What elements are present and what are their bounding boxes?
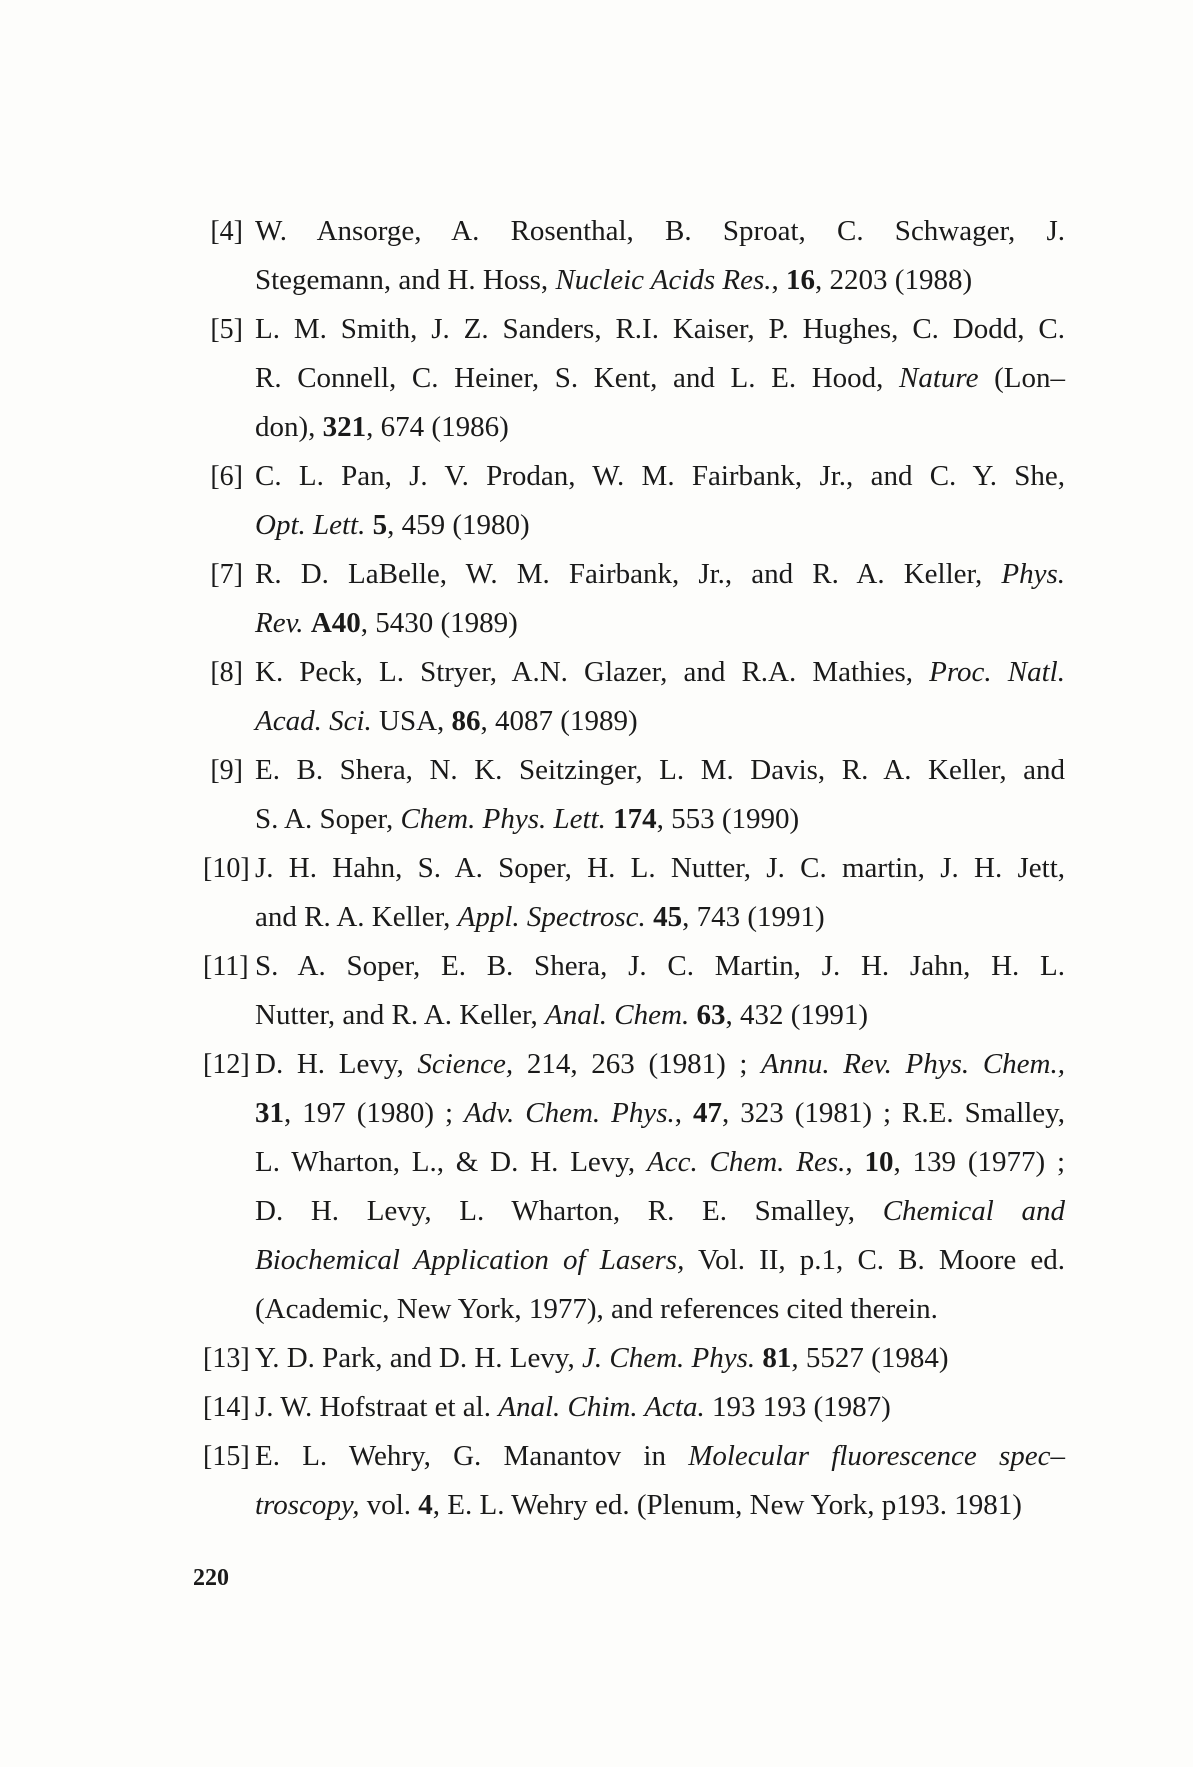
reference-line (255, 1334, 1065, 1383)
citation-journal: Phys. (1001, 558, 1065, 590)
reference-line (255, 942, 1065, 991)
citation-journal: Nature (899, 362, 979, 394)
citation-volume: 5 (372, 509, 388, 541)
citation-text: E. B. Shera, N. K. Seitzinger, L. M. Davis, R. A. Keller, and (255, 754, 1065, 786)
citation-text: K. Peck, L. Stryer, A.N. Glazer, and R.A. Mathies, (255, 656, 930, 688)
citation-text: L. Wharton, L., & D. H. Levy, (255, 1146, 647, 1178)
citation-text: , 459 (1980) (387, 509, 530, 541)
citation-volume: 47 (692, 1097, 722, 1129)
reference-line (255, 991, 1065, 1040)
citation-text (304, 607, 311, 639)
reference-line (255, 795, 1065, 844)
reference-line (255, 599, 1065, 648)
citation-text: , 553 (1990) (656, 803, 800, 835)
reference-entry (203, 305, 1065, 452)
citation-text: , 5430 (1989) (360, 607, 518, 639)
citation-journal: Annu. Rev. Phys. Chem., (761, 1048, 1065, 1080)
reference-number: [4] (210, 216, 243, 247)
reference-line (255, 256, 1065, 305)
reference-line (255, 844, 1065, 893)
reference-entry (203, 746, 1065, 844)
reference-entry (203, 648, 1065, 746)
citation-text (365, 509, 372, 541)
reference-number: [15] (203, 1441, 250, 1472)
citation-text: , 743 (1991) (682, 901, 825, 933)
citation-journal: Rev. (255, 607, 304, 639)
reference-text (255, 1383, 1065, 1432)
reference-number: [7] (210, 559, 243, 590)
reference-list (203, 207, 1065, 1530)
citation-text (646, 901, 653, 933)
reference-line (255, 403, 1065, 452)
citation-text: , 432 (1991) (725, 999, 869, 1031)
reference-line (255, 207, 1065, 256)
reference-entry (203, 1040, 1065, 1334)
citation-journal: J. Chem. Phys. (582, 1342, 756, 1374)
citation-text: (Academic, New York, 1977), and references cited therein. (255, 1293, 938, 1325)
reference-text (255, 550, 1065, 648)
citation-text: , 4087 (1989) (480, 705, 638, 737)
citation-journal: Appl. Spectrosc. (457, 901, 646, 933)
citation-text: D. H. Levy, L. Wharton, R. E. Smalley, (255, 1195, 883, 1227)
citation-journal: Proc. Natl. (929, 656, 1065, 688)
citation-volume: A40 (310, 607, 361, 639)
reference-line (255, 697, 1065, 746)
citation-journal: Chem. Phys. Lett. (400, 803, 606, 835)
citation-text: Stegemann, and H. Hoss, (255, 264, 556, 296)
citation-volume: 174 (613, 803, 657, 835)
reference-number: [8] (210, 657, 243, 688)
reference-text (255, 207, 1065, 305)
citation-journal: Opt. Lett. (255, 509, 366, 541)
citation-journal: Molecular fluorescence spec– (688, 1440, 1066, 1472)
reference-number: [6] (210, 461, 243, 492)
citation-text: Vol. II, p.1, C. B. Moore ed. (684, 1244, 1065, 1276)
citation-text: Nutter, and R. A. Keller, (255, 999, 546, 1031)
reference-line (255, 305, 1065, 354)
citation-journal: Anal. Chem. (545, 999, 690, 1031)
reference-line (255, 501, 1065, 550)
reference-line (255, 648, 1065, 697)
citation-journal: Adv. Chem. Phys. (464, 1097, 675, 1129)
citation-journal: troscopy, (255, 1489, 360, 1521)
citation-text: , 323 (1981) ; R.E. Smalley, (721, 1097, 1065, 1129)
reference-entry (203, 844, 1065, 942)
citation-text: 214, 263 (1981) ; (513, 1048, 762, 1080)
reference-line (255, 746, 1065, 795)
citation-text: S. A. Soper, (255, 803, 401, 835)
reference-number: [5] (210, 314, 243, 345)
reference-entry (203, 1383, 1065, 1432)
citation-volume: 10 (864, 1146, 894, 1178)
citation-journal: Acad. Sci. (255, 705, 372, 737)
reference-text (255, 452, 1065, 550)
citation-volume: 16 (786, 264, 816, 296)
citation-text: , 674 (1986) (366, 411, 509, 443)
reference-text (255, 746, 1065, 844)
reference-text (255, 1040, 1065, 1334)
citation-volume: 4 (418, 1489, 433, 1521)
reference-number: [13] (203, 1343, 250, 1374)
citation-text: USA, (371, 705, 452, 737)
citation-text: (Lon– (978, 362, 1065, 394)
reference-line (255, 1285, 1065, 1334)
citation-text: E. L. Wehry, G. Manantov in (255, 1440, 689, 1472)
citation-text: vol. (359, 1489, 419, 1521)
reference-line (255, 1481, 1065, 1530)
citation-text: J. H. Hahn, S. A. Soper, H. L. Nutter, J. C. martin, J. H. Jett, (255, 852, 1065, 884)
citation-text: , 2203 (1988) (815, 264, 973, 296)
reference-line (255, 893, 1065, 942)
reference-entry (203, 1432, 1065, 1530)
citation-text: C. L. Pan, J. V. Prodan, W. M. Fairbank, Jr., and C. Y. She, (255, 460, 1065, 492)
citation-text: , (845, 1146, 865, 1178)
reference-number: [11] (203, 951, 249, 982)
reference-line (255, 550, 1065, 599)
citation-text: J. W. Hofstraat et al. (255, 1391, 499, 1423)
reference-number: [14] (203, 1392, 250, 1423)
citation-text: , E. L. Wehry ed. (Plenum, New York, p193. 1981) (432, 1489, 1022, 1521)
citation-text: D. H. Levy, (255, 1048, 418, 1080)
citation-text: , 197 (1980) ; (284, 1097, 465, 1129)
reference-line (255, 1187, 1065, 1236)
reference-number: [9] (210, 755, 243, 786)
reference-text (255, 844, 1065, 942)
citation-text: 193 193 (1987) (704, 1391, 891, 1423)
reference-text (255, 305, 1065, 452)
reference-entry (203, 942, 1065, 1040)
citation-journal: Biochemical Application of Lasers, (255, 1244, 685, 1276)
reference-number: [12] (203, 1049, 250, 1080)
reference-text (255, 942, 1065, 1040)
citation-volume: 81 (762, 1342, 792, 1374)
citation-volume: 63 (696, 999, 726, 1031)
citation-journal: Science, (417, 1048, 514, 1080)
citation-text: , 139 (1977) ; (893, 1146, 1066, 1178)
citation-journal: Chemical and (882, 1195, 1066, 1227)
citation-text: , (674, 1097, 693, 1129)
reference-entry (203, 452, 1065, 550)
page-number: 220 (193, 1565, 229, 1591)
reference-line (255, 1089, 1065, 1138)
citation-text: don), (255, 411, 323, 443)
reference-line (255, 354, 1065, 403)
reference-text (255, 648, 1065, 746)
reference-line (255, 1138, 1065, 1187)
citation-text: L. M. Smith, J. Z. Sanders, R.I. Kaiser, P. Hughes, C. Dodd, C. (255, 313, 1065, 345)
reference-line (255, 1383, 1065, 1432)
citation-text: , (771, 264, 787, 296)
reference-text (255, 1432, 1065, 1530)
reference-line (255, 452, 1065, 501)
citation-journal: Nucleic Acids Res. (555, 264, 772, 296)
reference-entry (203, 1334, 1065, 1383)
reference-number: [10] (203, 853, 250, 884)
citation-volume: 31 (255, 1097, 284, 1129)
reference-entry (203, 550, 1065, 648)
citation-volume: 86 (451, 705, 481, 737)
reference-text (255, 1334, 1065, 1383)
citation-text: S. A. Soper, E. B. Shera, J. C. Martin, J. H. Jahn, H. L. (255, 950, 1065, 982)
citation-text: , 5527 (1984) (791, 1342, 949, 1374)
citation-text: and R. A. Keller, (255, 901, 458, 933)
citation-volume: 321 (322, 411, 367, 443)
citation-text: R. D. LaBelle, W. M. Fairbank, Jr., and R. A. Keller, (255, 558, 1002, 590)
citation-volume: 45 (653, 901, 683, 933)
citation-text: R. Connell, C. Heiner, S. Kent, and L. E. Hood, (255, 362, 900, 394)
citation-journal: Acc. Chem. Res. (646, 1146, 846, 1178)
citation-journal: Anal. Chim. Acta. (498, 1391, 705, 1423)
reference-line (255, 1040, 1065, 1089)
citation-text: W. Ansorge, A. Rosenthal, B. Sproat, C. Schwager, J. (255, 215, 1065, 247)
reference-entry (203, 207, 1065, 305)
citation-text: Y. D. Park, and D. H. Levy, (255, 1342, 583, 1374)
reference-line (255, 1432, 1065, 1481)
reference-line (255, 1236, 1065, 1285)
